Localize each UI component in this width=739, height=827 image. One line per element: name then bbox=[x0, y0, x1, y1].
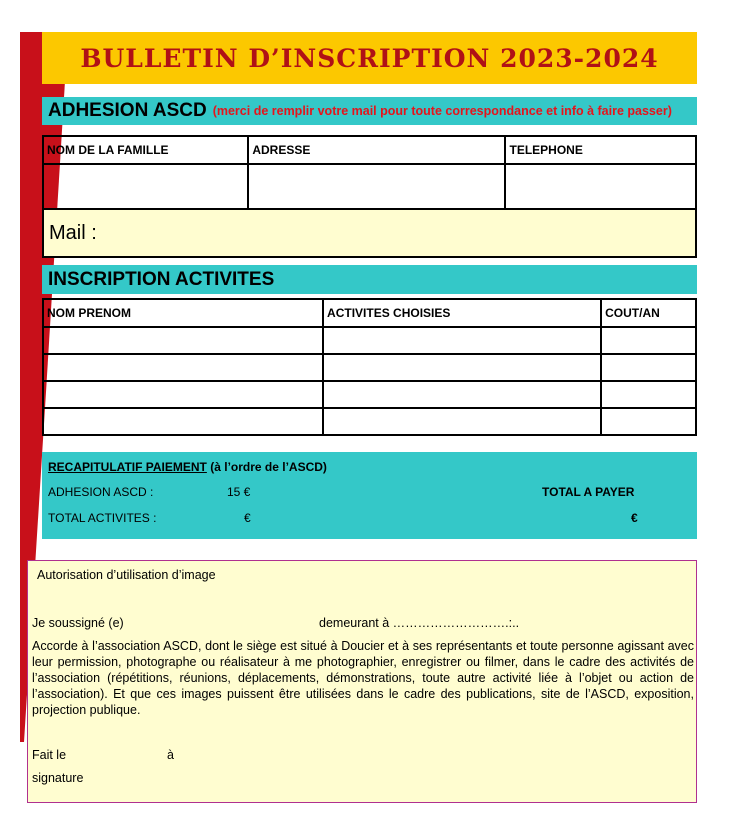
table-row bbox=[43, 408, 696, 435]
total-activites-amount: € bbox=[244, 511, 251, 525]
adhesion-heading: ADHESION ASCD bbox=[48, 100, 207, 121]
column-header-cout: COUT/AN bbox=[601, 299, 696, 327]
soussigne-label: Je soussigné (e) bbox=[32, 616, 124, 630]
total-a-payer-label: TOTAL A PAYER bbox=[542, 485, 635, 499]
table-row bbox=[43, 381, 696, 408]
cout-field[interactable] bbox=[601, 354, 696, 381]
cout-field[interactable] bbox=[601, 381, 696, 408]
mail-label: Mail : bbox=[49, 221, 97, 244]
nom-prenom-field[interactable] bbox=[43, 381, 323, 408]
nom-famille-field[interactable] bbox=[43, 164, 248, 209]
demeurant-label: demeurant à ……………………….:.. bbox=[319, 616, 520, 630]
cout-field[interactable] bbox=[601, 327, 696, 354]
column-header-activites: ACTIVITES CHOISIES bbox=[323, 299, 601, 327]
column-header-nom-prenom: NOM PRENOM bbox=[43, 299, 323, 327]
activites-field[interactable] bbox=[323, 381, 601, 408]
recap-panel bbox=[42, 452, 697, 539]
mail-field[interactable] bbox=[42, 208, 697, 258]
table-row bbox=[43, 327, 696, 354]
total-activites-label: TOTAL ACTIVITES : bbox=[48, 511, 157, 525]
column-header-adresse: ADRESSE bbox=[248, 136, 505, 164]
activites-field[interactable] bbox=[323, 327, 601, 354]
adhesion-table bbox=[42, 135, 697, 210]
telephone-field[interactable] bbox=[505, 164, 696, 209]
adhesion-input-row bbox=[43, 164, 696, 209]
adhesion-header bbox=[42, 97, 697, 125]
column-header-nom-famille: NOM DE LA FAMILLE bbox=[43, 136, 248, 164]
activites-field[interactable] bbox=[323, 354, 601, 381]
nom-prenom-field[interactable] bbox=[43, 408, 323, 435]
authorization-text: Accorde à l’association ASCD, dont le siège est situé à Doucier et à ses représentants et toute personne agissant avec leur permission, photographe ou réalisateur à me photographier, enregistrer ou filmer, dans le cadre des activités de l’association (répétitions, réunions, déplacements, démonstrations, toute autre activité liée à l’objet ou action de l’association). Et que ces images puissent être utilisées dans le cadre des publications, site de l’ASCD, exposition, projection publique. bbox=[32, 639, 694, 717]
total-a-payer-amount: € bbox=[631, 511, 638, 525]
adhesion-header-row bbox=[43, 136, 696, 164]
cout-field[interactable] bbox=[601, 408, 696, 435]
inscription-heading: INSCRIPTION ACTIVITES bbox=[48, 268, 275, 290]
nom-prenom-field[interactable] bbox=[43, 354, 323, 381]
column-header-telephone: TELEPHONE bbox=[505, 136, 696, 164]
authorization-title: Autorisation d’utilisation d’image bbox=[37, 568, 216, 582]
signature-label: signature bbox=[32, 771, 84, 785]
title-banner bbox=[42, 32, 697, 84]
inscription-header bbox=[42, 265, 697, 294]
recap-heading bbox=[48, 460, 327, 474]
recap-subtitle: (à l’ordre de l’ASCD) bbox=[206, 460, 327, 474]
recap-title: RECAPITULATIF PAIEMENT bbox=[48, 460, 207, 474]
adhesion-amount: 15 € bbox=[227, 485, 251, 499]
activites-table bbox=[42, 298, 697, 436]
adresse-field[interactable] bbox=[248, 164, 505, 209]
activites-header-row bbox=[43, 299, 696, 327]
adhesion-label: ADHESION ASCD : bbox=[48, 485, 154, 499]
fait-le-label: Fait le bbox=[32, 748, 67, 762]
table-row bbox=[43, 354, 696, 381]
nom-prenom-field[interactable] bbox=[43, 327, 323, 354]
activites-field[interactable] bbox=[323, 408, 601, 435]
lieu-label: à bbox=[167, 748, 174, 762]
image-authorization-box bbox=[27, 560, 697, 803]
adhesion-note: (merci de remplir votre mail pour toute correspondance et info à faire passer) bbox=[212, 104, 672, 118]
page-title: BULLETIN D’INSCRIPTION 2023-2024 bbox=[80, 43, 659, 73]
